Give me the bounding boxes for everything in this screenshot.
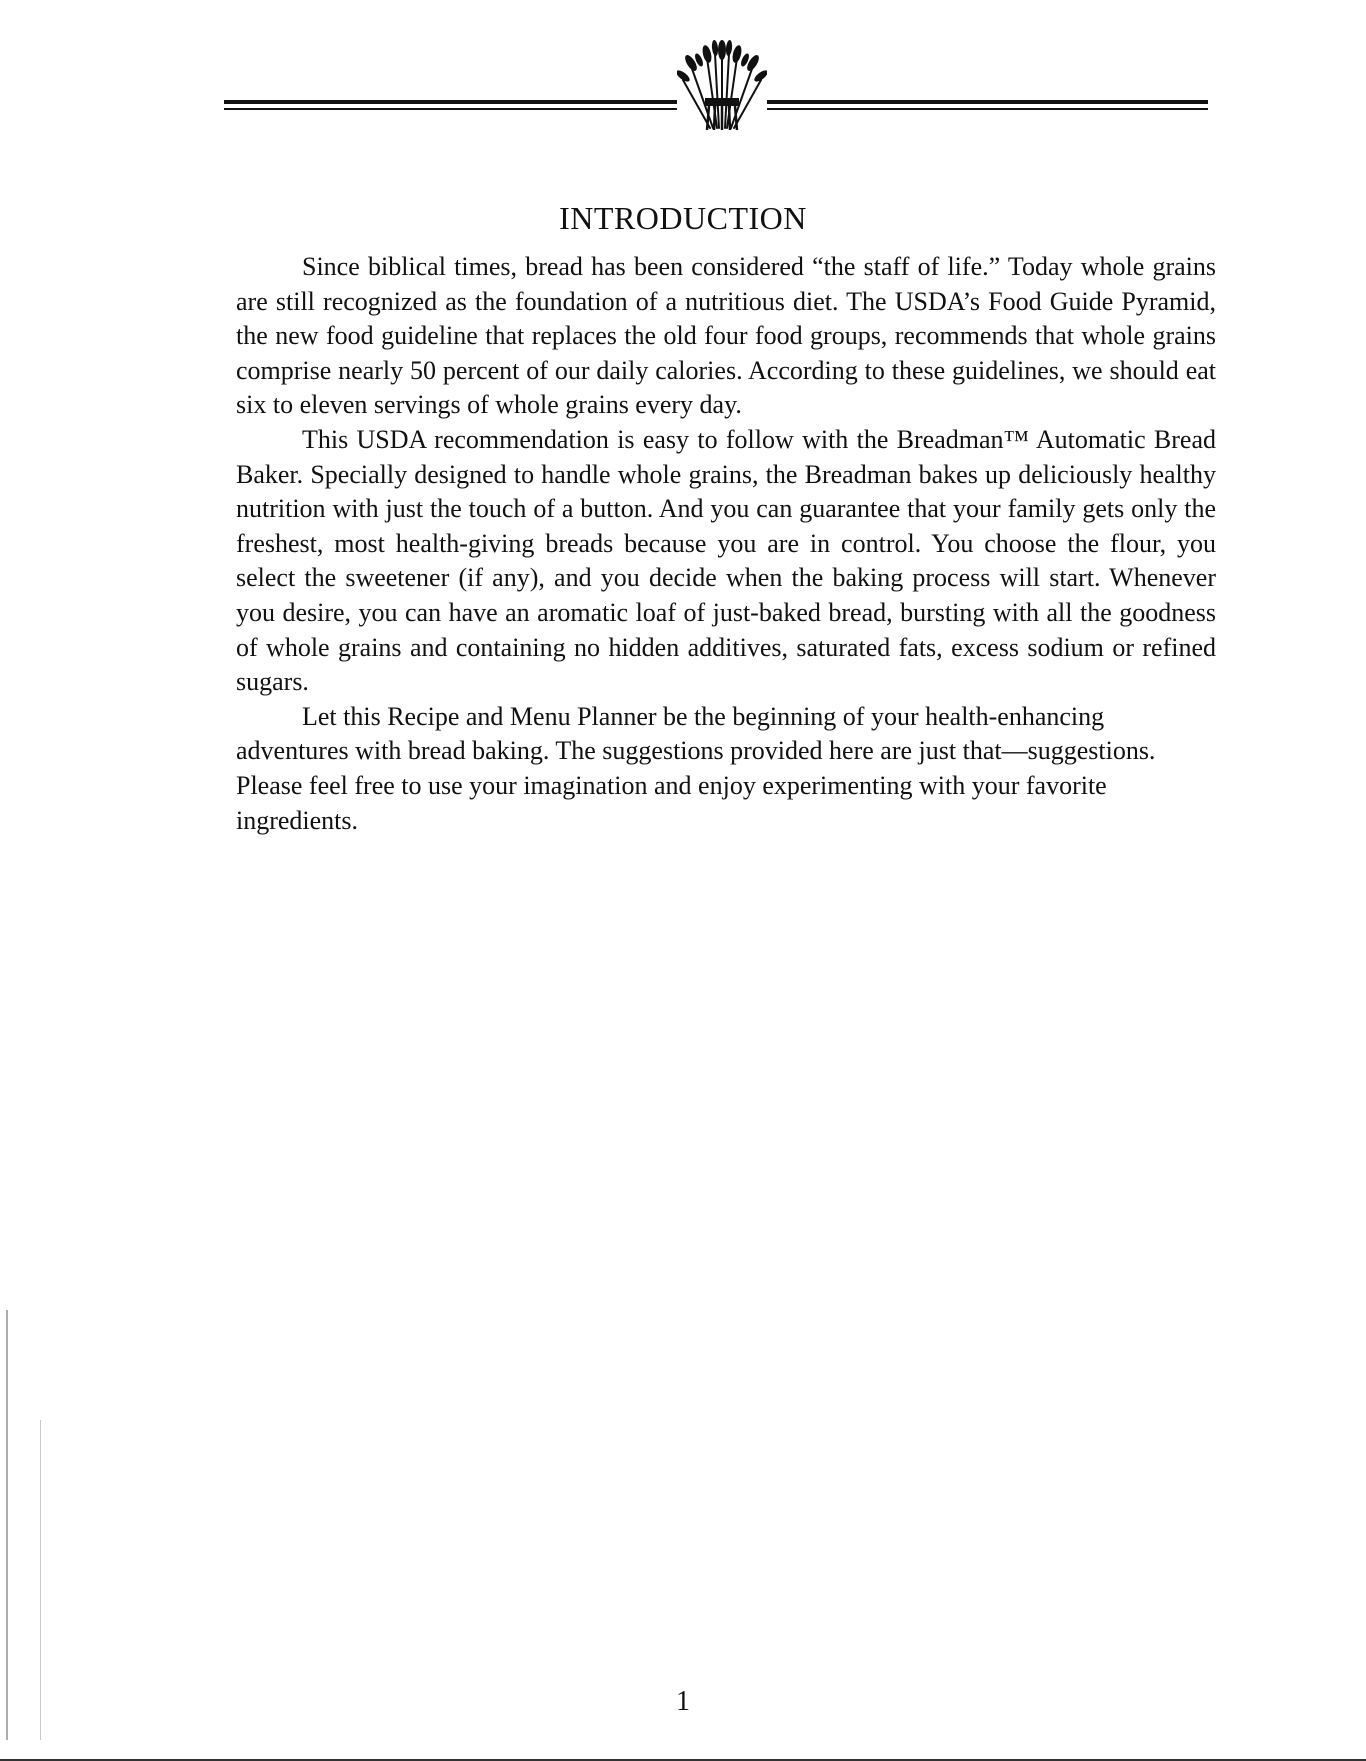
body-text — [236, 250, 1216, 838]
scan-edge-artifact — [6, 1310, 8, 1740]
intro-paragraph: This USDA recommendation is easy to follow with the Breadman™ Automatic Bread Baker. Specially designed to handle whole grains, the Breadman bakes up deliciously healthy nutrition with just the touch of a button. And you can guarantee that your family gets only the freshest, most health-giving breads because you are in control. You choose the flour, you select the sweetener (if any), and you decide when the baking process will start. Whenever you desire, you can have an aromatic loaf of just-baked bread, bursting with all the goodness of whole grains and containing no hidden additives, saturated fats, excess sodium or refined sugars. — [236, 424, 1216, 697]
intro-paragraph: Let this Recipe and Menu Planner be the beginning of your health-enhancing adventures with bread baking. The suggestions provided here are just that—suggestions. Please feel free to use your imagination and enjoy experimenting with your favorite ingredients. — [236, 701, 1156, 835]
page-number: 1 — [676, 1686, 690, 1717]
scan-edge-artifact — [40, 1420, 41, 1740]
page-title: INTRODUCTION — [559, 200, 807, 236]
wheat-sheaf-icon — [677, 36, 767, 132]
intro-paragraph: Since biblical times, bread has been considered “the staff of life.” Today whole grains are still recognized as the foundation of a nutritious diet. The USDA’s Food Guide Pyramid, the new food guideline that replaces the old four food groups, recommends that whole grains comprise nearly 50 percent of our daily calories. According to these guidelines, we should eat six to eleven servings of whole grains every day. — [236, 252, 1216, 420]
